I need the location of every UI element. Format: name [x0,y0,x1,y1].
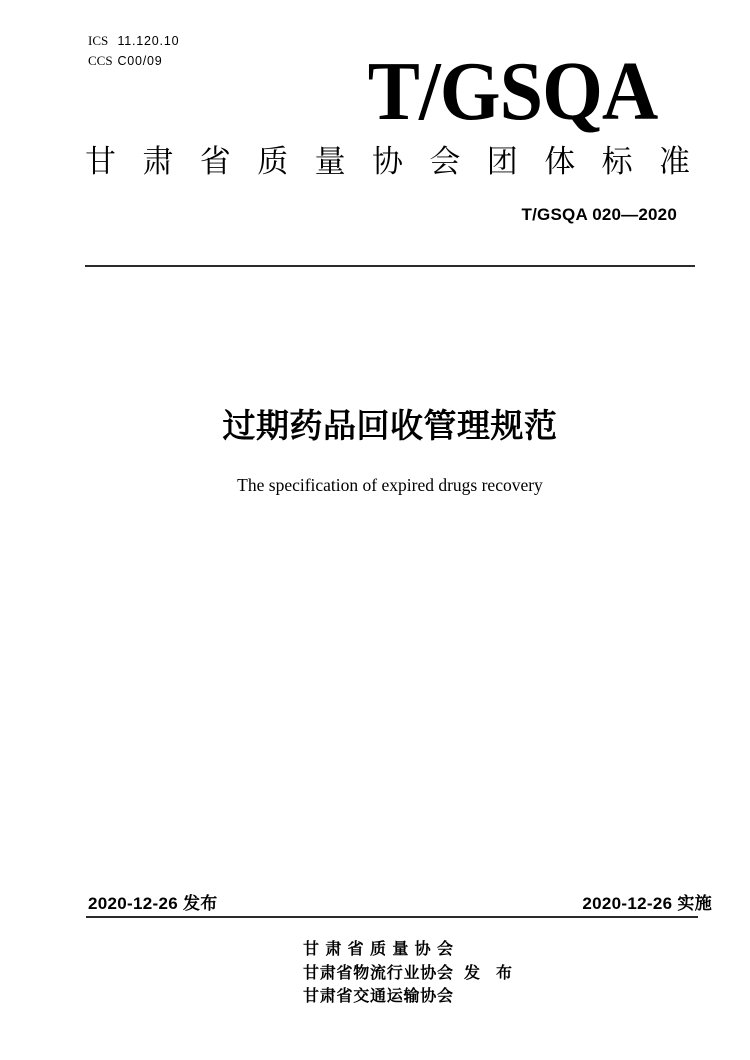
issue-date: 2020-12-26 发布 [88,894,218,913]
header-rule [85,265,695,267]
standard-number: T/GSQA 020—2020 [521,205,677,224]
publisher-row [303,936,512,960]
ccs-label: CCS [88,53,113,68]
publisher-name: 甘肃省物流行业协会 [303,964,453,982]
publishers-block [303,936,512,1007]
ccs-row [88,51,179,71]
ics-label: ICS [88,33,109,48]
ccs-code: C00/09 [117,54,163,68]
standard-title-chinese: 过期药品回收管理规范 [222,407,558,444]
ics-row [88,31,179,51]
organization-standard-heading: 甘肃省质量协会团体标准 [85,144,690,179]
standard-body-logo: T/GSQA [367,45,657,138]
date-row [88,889,712,914]
publisher-row [303,983,512,1007]
publisher-name: 甘肃省质量协会 [303,941,453,959]
footer-rule [86,916,698,918]
standard-title-english: The specification of expired drugs recovery [237,475,543,495]
publisher-row [303,960,512,984]
ics-code: 11.120.10 [117,34,180,48]
classification-block [88,31,179,71]
implementation-date: 2020-12-26 实施 [582,894,712,913]
publish-label: 发布 [464,964,512,982]
publisher-name: 甘肃省交通运输协会 [303,988,453,1006]
